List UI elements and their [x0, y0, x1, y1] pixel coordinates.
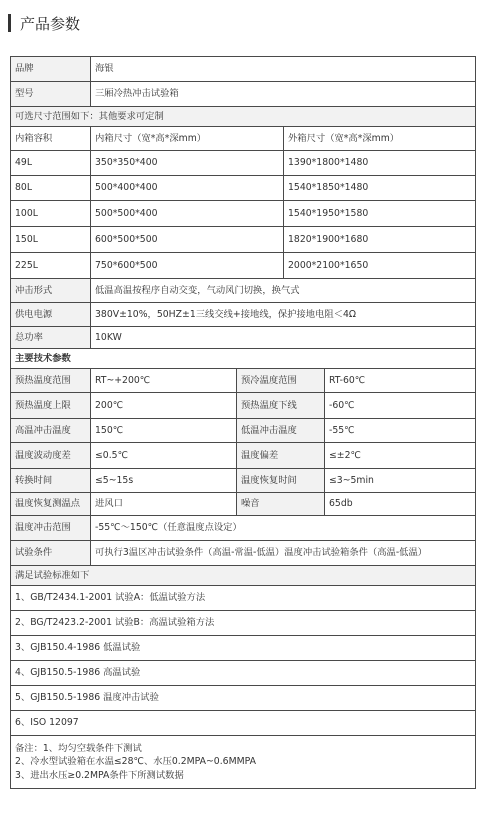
table-cell: 内箱容积: [10, 126, 91, 151]
table-cell: 4、GJB150.5-1986 高温试验: [10, 660, 476, 686]
table-cell: 1390*1800*1480: [283, 150, 476, 176]
table-row: [10, 368, 476, 393]
table-row: [10, 660, 476, 686]
table-cell: RT-60℃: [324, 368, 476, 393]
table-row: [10, 252, 476, 279]
table-cell: 500*500*400: [90, 200, 284, 227]
table-row: [10, 81, 476, 107]
table-cell: 2000*2100*1650: [283, 252, 476, 279]
table-cell: 预热温度上限: [10, 392, 91, 419]
table-cell: 满足试验标准如下: [10, 565, 476, 586]
table-cell: 进风口: [90, 492, 237, 516]
table-cell: 100L: [10, 200, 91, 227]
table-cell: 温度冲击范围: [10, 515, 91, 541]
heading-accent-bar: [8, 14, 11, 32]
table-row: [10, 226, 476, 253]
notes-row: [10, 735, 476, 789]
table-cell: 试验条件: [10, 540, 91, 566]
section-heading: [8, 12, 80, 34]
table-row: [10, 585, 476, 611]
table-cell: 65db: [324, 492, 476, 516]
table-cell: 225L: [10, 252, 91, 279]
table-cell: 转换时间: [10, 468, 91, 493]
table-cell: 温度恢复时间: [236, 468, 325, 493]
table-cell: 可执行3温区冲击试验条件（高温-常温-低温）温度冲击试验箱条件（高温-低温）: [90, 540, 476, 566]
table-row: [10, 635, 476, 661]
table-row: [10, 492, 476, 516]
table-cell: 内箱尺寸（宽*高*深mm）: [90, 126, 284, 151]
table-row: [10, 442, 476, 469]
table-cell: 49L: [10, 150, 91, 176]
table-cell: 350*350*400: [90, 150, 284, 176]
table-cell: 外箱尺寸（宽*高*深mm）: [283, 126, 476, 151]
table-cell: 温度偏差: [236, 442, 325, 469]
table-row: [10, 175, 476, 201]
table-cell: 可选尺寸范围如下：其他要求可定制: [10, 106, 476, 127]
table-cell: RT~+200℃: [90, 368, 237, 393]
table-cell: 10KW: [90, 326, 476, 349]
table-cell: ≤5~15s: [90, 468, 237, 493]
table-cell: 1540*1850*1480: [283, 175, 476, 201]
table-cell: 5、GJB150.5-1986 温度冲击试验: [10, 685, 476, 711]
table-cell: 6、ISO 12097: [10, 710, 476, 736]
table-cell: 海银: [90, 56, 476, 82]
table-cell: 1540*1950*1580: [283, 200, 476, 227]
note-line: 3、进出水压≥0.2MPA条件下所测试数据: [15, 769, 184, 781]
table-cell: 低温高温按程序自动交变，气动风门切换，换气式: [90, 278, 476, 303]
note-line: 备注：1、均匀空载条件下测试: [15, 742, 142, 754]
table-cell: 1820*1900*1680: [283, 226, 476, 253]
table-cell: -55℃: [324, 418, 476, 443]
table-row: [10, 468, 476, 493]
table-cell: 品牌: [10, 56, 91, 82]
table-cell: 型号: [10, 81, 91, 107]
table-row: [10, 326, 476, 349]
table-cell: 380V±10%，50HZ±1三线交线+接地线，保护接地电阻＜4Ω: [90, 302, 476, 327]
table-row: [10, 150, 476, 176]
table-cell: 供电电源: [10, 302, 91, 327]
table-cell: 冲击形式: [10, 278, 91, 303]
table-cell: 总功率: [10, 326, 91, 349]
table-cell: 500*400*400: [90, 175, 284, 201]
table-row: [10, 565, 476, 586]
table-row: [10, 278, 476, 303]
table-row: [10, 200, 476, 227]
table-cell: 80L: [10, 175, 91, 201]
note-line: 2、冷水型试验箱在水温≤28℃、水压0.2MPA~0.6MMPA: [15, 756, 257, 768]
table-cell: 温度波动度差: [10, 442, 91, 469]
table-row: [10, 610, 476, 636]
table-row: [10, 515, 476, 541]
product-parameter-table: [10, 56, 476, 802]
table-cell: 600*500*500: [90, 226, 284, 253]
table-row: [10, 540, 476, 566]
table-cell: 预热温度范围: [10, 368, 91, 393]
table-cell: 高温冲击温度: [10, 418, 91, 443]
notes-cell: [10, 735, 476, 789]
table-cell: 150℃: [90, 418, 237, 443]
table-cell: ≤0.5℃: [90, 442, 237, 469]
table-cell: 750*600*500: [90, 252, 284, 279]
table-cell: 1、GB/T2434.1-2001 试验A：低温试验方法: [10, 585, 476, 611]
table-row: [10, 685, 476, 711]
table-cell: 2、BG/T2423.2-2001 试验B：高温试验箱方法: [10, 610, 476, 636]
table-cell: 200℃: [90, 392, 237, 419]
table-cell: 低温冲击温度: [236, 418, 325, 443]
table-row: [10, 106, 476, 127]
table-row: [10, 710, 476, 736]
page-title: 产品参数: [20, 14, 81, 33]
table-row: [10, 56, 476, 82]
table-cell: 预冷温度范围: [236, 368, 325, 393]
table-row: [10, 418, 476, 443]
table-row: [10, 126, 476, 151]
table-cell: -55℃～150℃（任意温度点设定）: [90, 515, 476, 541]
table-cell: 温度恢复测温点: [10, 492, 91, 516]
table-cell: 三厢冷热冲击试验箱: [90, 81, 476, 107]
table-cell: 主要技术参数: [10, 348, 476, 369]
table-row: [10, 392, 476, 419]
table-cell: 150L: [10, 226, 91, 253]
table-cell: -60℃: [324, 392, 476, 419]
table-cell: ≤±2℃: [324, 442, 476, 469]
table-row: [10, 348, 476, 369]
table-cell: 预热温度下线: [236, 392, 325, 419]
table-row: [10, 302, 476, 327]
table-cell: 3、GJB150.4-1986 低温试验: [10, 635, 476, 661]
table-cell: ≤3~5min: [324, 468, 476, 493]
table-cell: 噪音: [236, 492, 325, 516]
